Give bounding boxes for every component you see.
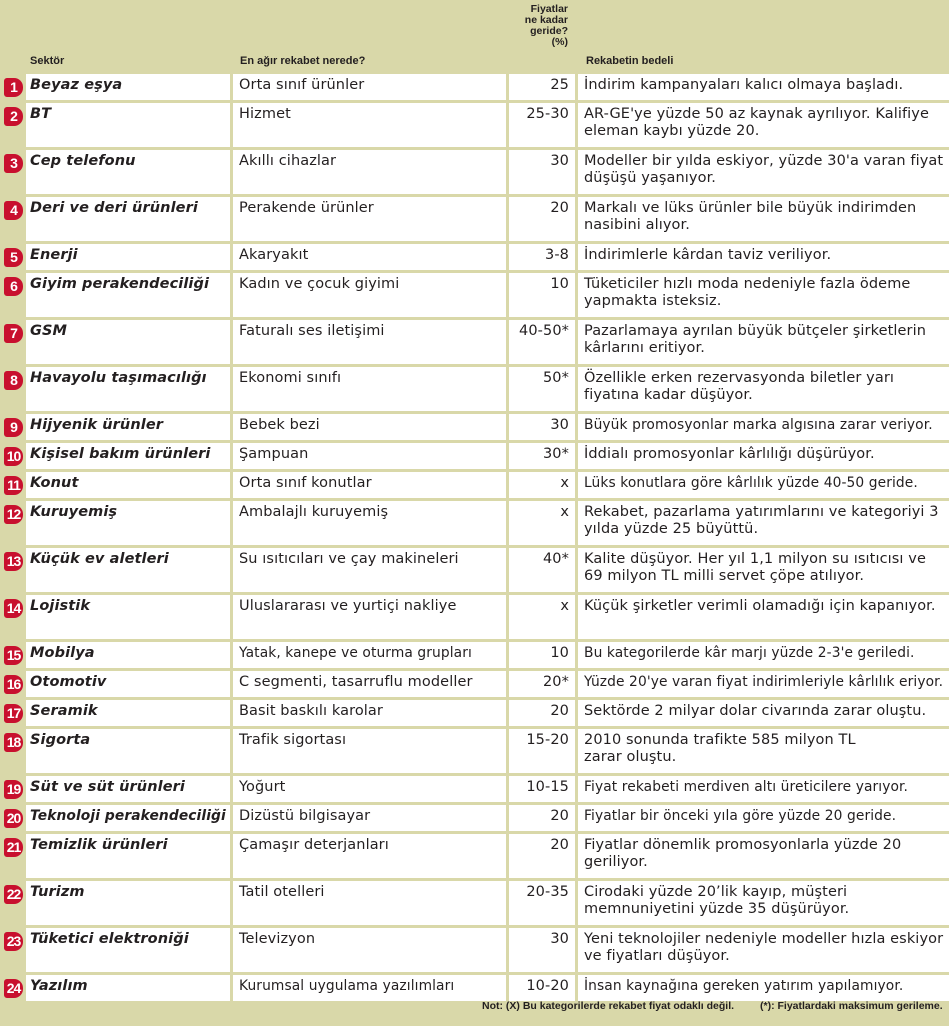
where-cell: Çamaşır deterjanları: [233, 834, 506, 878]
table-row: [0, 928, 949, 975]
sector-cell: GSM: [26, 320, 230, 364]
cost-cell: Cirodaki yüzde 20’lik kayıp, müşteri memnuniyetini yüzde 35 düşürüyor.: [578, 881, 949, 925]
price-cell: 20*: [509, 671, 575, 697]
row-number-badge: 23: [4, 932, 23, 951]
sector-cell: Lojistik: [26, 595, 230, 639]
where-cell: Bebek bezi: [233, 414, 506, 440]
where-cell: Orta sınıf ürünler: [233, 74, 506, 100]
where-cell: Orta sınıf konutlar: [233, 472, 506, 498]
table-row: [0, 273, 949, 320]
sector-cell: Süt ve süt ürünleri: [26, 776, 230, 802]
where-cell: Hizmet: [233, 103, 506, 147]
sector-cell: Havayolu taşımacılığı: [26, 367, 230, 411]
price-cell: 30: [509, 150, 575, 194]
price-cell: 10-15: [509, 776, 575, 802]
cost-cell: İddialı promosyonlar kârlılığı düşürüyor.: [578, 443, 949, 469]
price-cell: 15-20: [509, 729, 575, 773]
sector-cell: Küçük ev aletleri: [26, 548, 230, 592]
cost-cell: Kalite düşüyor. Her yıl 1,1 milyon su ısıtıcısı ve 69 milyon TL milli servet çöpe atılıyor.: [578, 548, 949, 592]
table-row: [0, 472, 949, 501]
cost-cell: Bu kategorilerde kâr marjı yüzde 2-3'e geriledi.: [578, 642, 949, 668]
row-number-badge: 18: [4, 733, 23, 752]
where-cell: Kurumsal uygulama yazılımları: [233, 975, 506, 1001]
cost-cell: Büyük promosyonlar marka algısına zarar veriyor.: [578, 414, 949, 440]
table-row: [0, 548, 949, 595]
table-row: [0, 776, 949, 805]
table-row: [0, 834, 949, 881]
sector-cell: Deri ve deri ürünleri: [26, 197, 230, 241]
row-number-badge: 15: [4, 646, 23, 665]
table-row: [0, 367, 949, 414]
sector-cell: Kişisel bakım ürünleri: [26, 443, 230, 469]
where-cell: Kadın ve çocuk giyimi: [233, 273, 506, 317]
price-cell: 25-30: [509, 103, 575, 147]
header-price: Fiyatlar ne kadar geride? (%): [524, 3, 568, 48]
row-number-badge: 11: [4, 476, 23, 495]
row-number-badge: 10: [4, 447, 23, 466]
price-cell: 30*: [509, 443, 575, 469]
cost-cell: Yüzde 20'ye varan fiyat indirimleriyle kârlılık eriyor.: [578, 671, 949, 697]
cost-cell: Özellikle erken rezervasyonda biletler yarı fiyatına kadar düşüyor.: [578, 367, 949, 411]
table-row: [0, 414, 949, 443]
where-cell: Akaryakıt: [233, 244, 506, 270]
price-cell: 20: [509, 834, 575, 878]
row-number-badge: 6: [4, 277, 23, 296]
footnote-x: Not: (X) Bu kategorilerde rekabet fiyat odaklı değil.: [482, 1000, 735, 1012]
cost-cell: İndirimlerle kârdan taviz veriliyor.: [578, 244, 949, 270]
sector-cell: Yazılım: [26, 975, 230, 1001]
table-row: [0, 244, 949, 273]
where-cell: Ambalajlı kuruyemiş: [233, 501, 506, 545]
where-cell: Tatil otelleri: [233, 881, 506, 925]
row-number-badge: 17: [4, 704, 23, 723]
where-cell: Uluslararası ve yurtiçi nakliye: [233, 595, 506, 639]
price-cell: 50*: [509, 367, 575, 411]
where-cell: Ekonomi sınıfı: [233, 367, 506, 411]
where-cell: Dizüstü bilgisayar: [233, 805, 506, 831]
sector-cell: Konut: [26, 472, 230, 498]
table-row: [0, 729, 949, 776]
price-cell: x: [509, 501, 575, 545]
price-cell: x: [509, 595, 575, 639]
price-cell: 3-8: [509, 244, 575, 270]
cost-cell: Sektörde 2 milyar dolar civarında zarar oluştu.: [578, 700, 949, 726]
cost-cell: Fiyatlar dönemlik promosyonlarla yüzde 20 geriliyor.: [578, 834, 949, 878]
table-row: [0, 320, 949, 367]
where-cell: Su ısıtıcıları ve çay makineleri: [233, 548, 506, 592]
row-number-badge: 22: [4, 885, 23, 904]
cost-cell: Rekabet, pazarlama yatırımlarını ve kategoriyi 3 yılda yüzde 25 büyüttü.: [578, 501, 949, 545]
sector-cell: Teknoloji perakendeciliği: [26, 805, 230, 831]
row-number-badge: 9: [4, 418, 23, 437]
row-number-badge: 16: [4, 675, 23, 694]
row-number-badge: 12: [4, 505, 23, 524]
where-cell: C segmenti, tasarruflu modeller: [233, 671, 506, 697]
cost-cell: 2010 sonunda trafikte 585 milyon TL zarar oluştu.: [578, 729, 949, 773]
row-number-badge: 8: [4, 371, 23, 390]
sector-cell: Cep telefonu: [26, 150, 230, 194]
table-row: [0, 74, 949, 103]
header-sector: Sektör: [30, 55, 65, 67]
table-row: [0, 642, 949, 671]
where-cell: Yoğurt: [233, 776, 506, 802]
cost-cell: AR-GE'ye yüzde 50 az kaynak ayrılıyor. Kalifiye eleman kaybı yüzde 20.: [578, 103, 949, 147]
price-cell: 40-50*: [509, 320, 575, 364]
row-number-badge: 4: [4, 201, 23, 220]
where-cell: Basit baskılı karolar: [233, 700, 506, 726]
price-cell: x: [509, 472, 575, 498]
where-cell: Perakende ürünler: [233, 197, 506, 241]
cost-cell: Fiyatlar bir önceki yıla göre yüzde 20 geride.: [578, 805, 949, 831]
table-row: [0, 103, 949, 150]
cost-cell: Fiyat rekabeti merdiven altı üreticilere yarıyor.: [578, 776, 949, 802]
footnote-asterisk: (*): Fiyatlardaki maksimum gerileme.: [760, 1000, 943, 1012]
price-cell: 30: [509, 414, 575, 440]
header-cost: Rekabetin bedeli: [586, 55, 674, 67]
row-number-badge: 1: [4, 78, 23, 97]
table-row: [0, 501, 949, 548]
table-row: [0, 671, 949, 700]
where-cell: Faturalı ses iletişimi: [233, 320, 506, 364]
row-number-badge: 19: [4, 780, 23, 799]
where-cell: Trafik sigortası: [233, 729, 506, 773]
table-row: [0, 197, 949, 244]
price-cell: 10-20: [509, 975, 575, 1001]
sector-cell: Tüketici elektroniği: [26, 928, 230, 972]
cost-cell: İndirim kampanyaları kalıcı olmaya başladı.: [578, 74, 949, 100]
table-row: [0, 443, 949, 472]
table-row: [0, 700, 949, 729]
header-where: En ağır rekabet nerede?: [240, 55, 366, 67]
table-header: [0, 0, 949, 74]
sector-cell: Hijyenik ürünler: [26, 414, 230, 440]
price-cell: 10: [509, 273, 575, 317]
price-cell: 20-35: [509, 881, 575, 925]
price-cell: 30: [509, 928, 575, 972]
sector-cell: Sigorta: [26, 729, 230, 773]
where-cell: Yatak, kanepe ve oturma grupları: [233, 642, 506, 668]
sector-cell: Mobilya: [26, 642, 230, 668]
price-cell: 25: [509, 74, 575, 100]
cost-cell: Markalı ve lüks ürünler bile büyük indirimden nasibini alıyor.: [578, 197, 949, 241]
row-number-badge: 21: [4, 838, 23, 857]
row-number-badge: 13: [4, 552, 23, 571]
sector-cell: Otomotiv: [26, 671, 230, 697]
row-number-badge: 7: [4, 324, 23, 343]
row-number-badge: 2: [4, 107, 23, 126]
price-cell: 40*: [509, 548, 575, 592]
table-row: [0, 595, 949, 642]
cost-cell: Modeller bir yılda eskiyor, yüzde 30'a varan fiyat düşüşü yaşanıyor.: [578, 150, 949, 194]
sector-cell: Turizm: [26, 881, 230, 925]
price-cell: 20: [509, 805, 575, 831]
row-number-badge: 3: [4, 154, 23, 173]
sector-cell: Giyim perakendeciliği: [26, 273, 230, 317]
cost-cell: Tüketiciler hızlı moda nedeniyle fazla ödeme yapmakta isteksiz.: [578, 273, 949, 317]
sector-cell: BT: [26, 103, 230, 147]
cost-cell: Pazarlamaya ayrılan büyük bütçeler şirketlerin kârlarını eritiyor.: [578, 320, 949, 364]
table-row: [0, 150, 949, 197]
price-cell: 20: [509, 700, 575, 726]
where-cell: Televizyon: [233, 928, 506, 972]
sector-cell: Seramik: [26, 700, 230, 726]
row-number-badge: 5: [4, 248, 23, 267]
where-cell: Şampuan: [233, 443, 506, 469]
sector-cell: Temizlik ürünleri: [26, 834, 230, 878]
table-row: [0, 805, 949, 834]
where-cell: Akıllı cihazlar: [233, 150, 506, 194]
sector-cell: Kuruyemiş: [26, 501, 230, 545]
cost-cell: Küçük şirketler verimli olamadığı için kapanıyor.: [578, 595, 949, 639]
cost-cell: Yeni teknolojiler nedeniyle modeller hızla eskiyor ve fiyatları düşüyor.: [578, 928, 949, 972]
table-footnotes: [0, 994, 949, 1026]
cost-cell: Lüks konutlara göre kârlılık yüzde 40-50 geride.: [578, 472, 949, 498]
price-cell: 20: [509, 197, 575, 241]
row-number-badge: 20: [4, 809, 23, 828]
sector-cell: Beyaz eşya: [26, 74, 230, 100]
row-number-badge: 14: [4, 599, 23, 618]
table-row: [0, 881, 949, 928]
cost-cell: İnsan kaynağına gereken yatırım yapılamıyor.: [578, 975, 949, 1001]
sector-cell: Enerji: [26, 244, 230, 270]
row-number-badge: 24: [4, 979, 23, 998]
price-cell: 10: [509, 642, 575, 668]
